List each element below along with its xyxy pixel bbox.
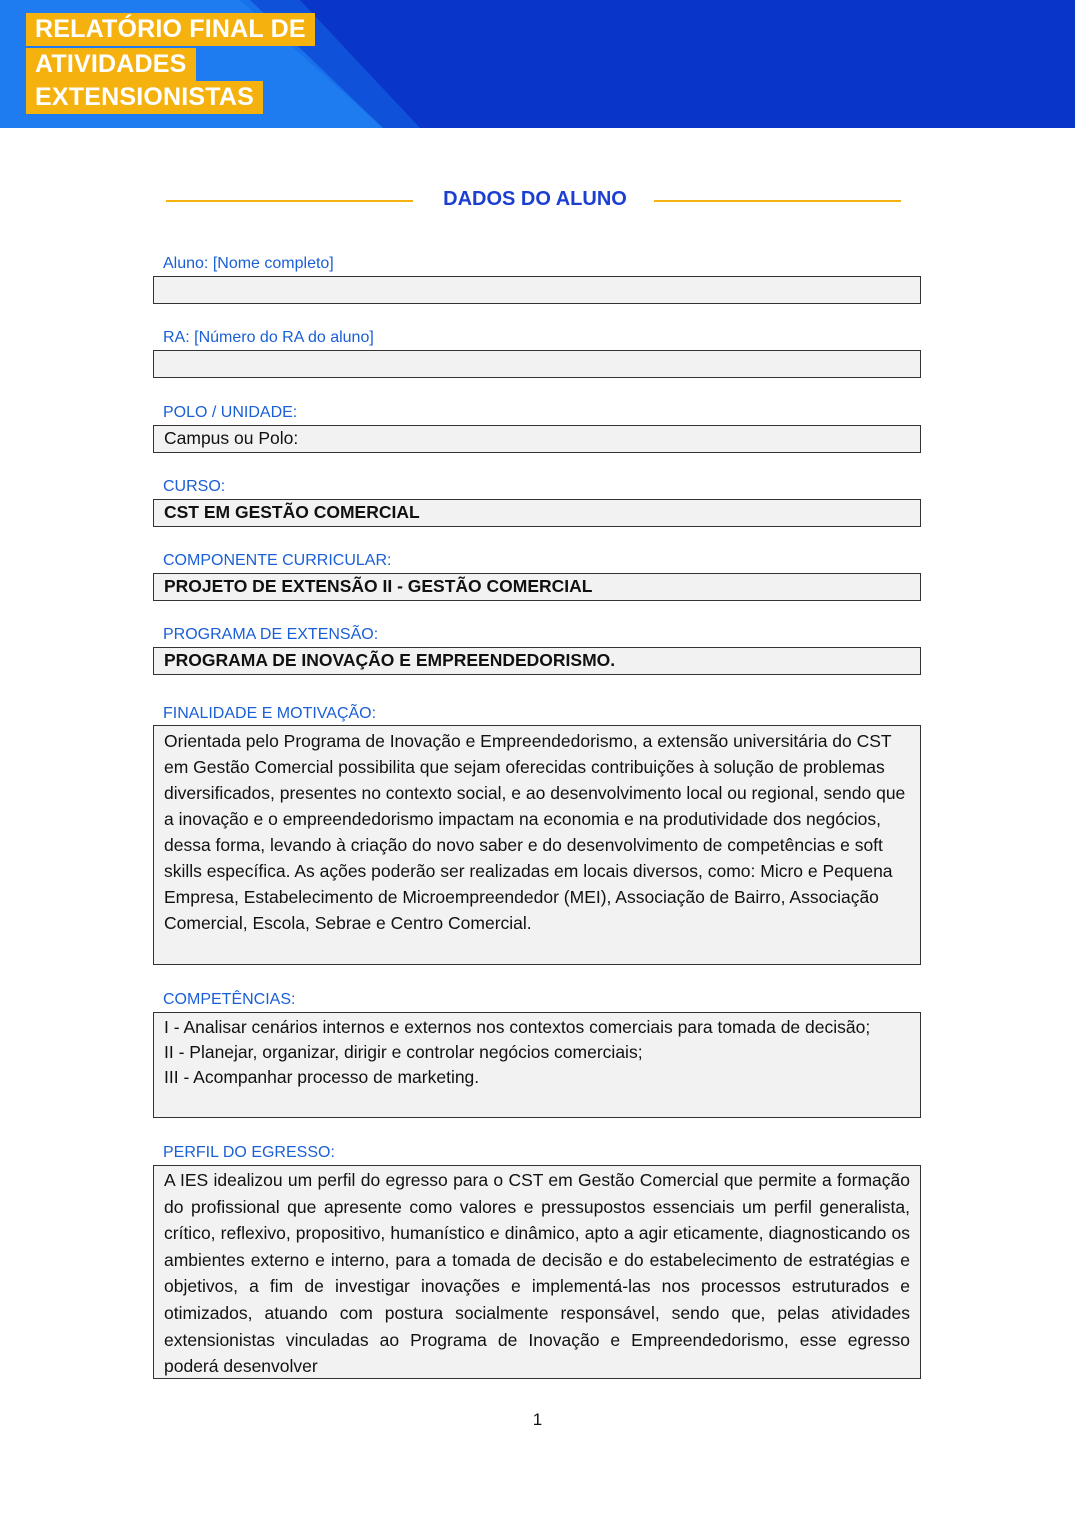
polo-field[interactable]: Campus ou Polo: bbox=[153, 425, 921, 453]
finalidade-text: Orientada pelo Programa de Inovação e Empreendedorismo, a extensão universitária do CST em Gestão Comercial possibilita que sejam oferecidas contribuições à solução de problemas diversificados, presentes no contexto social, e ao desenvolvimento local ou regional, sendo que a inovação e o empreendedorismo impactam na economia e na produtividade dos negócios, dessa forma, levando à criação do novo saber e do desenvolvimento de competências e soft skills específica. As ações poderão ser realizadas em locais diversos, como: Micro e Pequena Empresa, Estabelecimento de Microempreendedor (MEI), Associação de Bairro, Associação Comercial, Escola, Sebrae e Centro Comercial. bbox=[164, 731, 906, 933]
ra-field[interactable] bbox=[153, 350, 921, 378]
section-rule-left bbox=[166, 200, 413, 202]
report-title-line-1: RELATÓRIO FINAL DE bbox=[26, 13, 315, 46]
finalidade-field bbox=[153, 725, 921, 965]
perfil-egresso-field bbox=[153, 1165, 921, 1379]
perfil-egresso-label: PERFIL DO EGRESSO: bbox=[163, 1144, 335, 1161]
section-rule-right bbox=[654, 200, 901, 202]
perfil-egresso-text: A IES idealizou um perfil do egresso para o CST em Gestão Comercial que permite a formação do profissional que apresente como valores e pressupostos essenciais um perfil generalista, crítico, reflexivo, propositivo, humanístico e dinâmico, apto a agir eticamente, diagnosticando os ambientes externo e interno, para a tomada de decisão e do estabelecimento de estratégias e objetivos, a fim de investigar inovações e implementá-las nos processos estruturados e otimizados, atuando com postura socialmente responsável, sendo que, pelas atividades extensionistas vinculadas ao Programa de Inovação e Empreendedorismo, esse egresso poderá desenvolver bbox=[164, 1170, 910, 1377]
aluno-label: Aluno: [Nome completo] bbox=[163, 255, 334, 272]
report-title-line-3: EXTENSIONISTAS bbox=[26, 81, 263, 114]
aluno-field[interactable] bbox=[153, 276, 921, 304]
componente-curricular-label: COMPONENTE CURRICULAR: bbox=[163, 552, 392, 569]
report-title-line-2: ATIVIDADES bbox=[26, 48, 196, 81]
polo-label: POLO / UNIDADE: bbox=[163, 404, 298, 421]
page-number: 1 bbox=[532, 1410, 543, 1429]
componente-curricular-field: PROJETO DE EXTENSÃO II - GESTÃO COMERCIAL bbox=[153, 573, 921, 601]
programa-extensao-field: PROGRAMA DE INOVAÇÃO E EMPREENDEDORISMO. bbox=[153, 647, 921, 675]
ra-label: RA: [Número do RA do aluno] bbox=[163, 329, 374, 346]
competencias-field bbox=[153, 1012, 921, 1118]
report-header-banner bbox=[0, 0, 1075, 128]
competencia-item-3: III - Acompanhar processo de marketing. bbox=[164, 1067, 480, 1087]
curso-label: CURSO: bbox=[163, 478, 226, 495]
curso-field: CST EM GESTÃO COMERCIAL bbox=[153, 499, 921, 527]
finalidade-label: FINALIDADE E MOTIVAÇÃO: bbox=[163, 705, 377, 722]
competencia-item-1: I - Analisar cenários internos e externos nos contextos comerciais para tomada de decisão; bbox=[164, 1017, 871, 1037]
competencia-item-2: II - Planejar, organizar, dirigir e controlar negócios comerciais; bbox=[164, 1042, 643, 1062]
programa-extensao-label: PROGRAMA DE EXTENSÃO: bbox=[163, 626, 379, 643]
section-title: DADOS DO ALUNO bbox=[443, 188, 627, 210]
competencias-label: COMPETÊNCIAS: bbox=[163, 991, 296, 1008]
